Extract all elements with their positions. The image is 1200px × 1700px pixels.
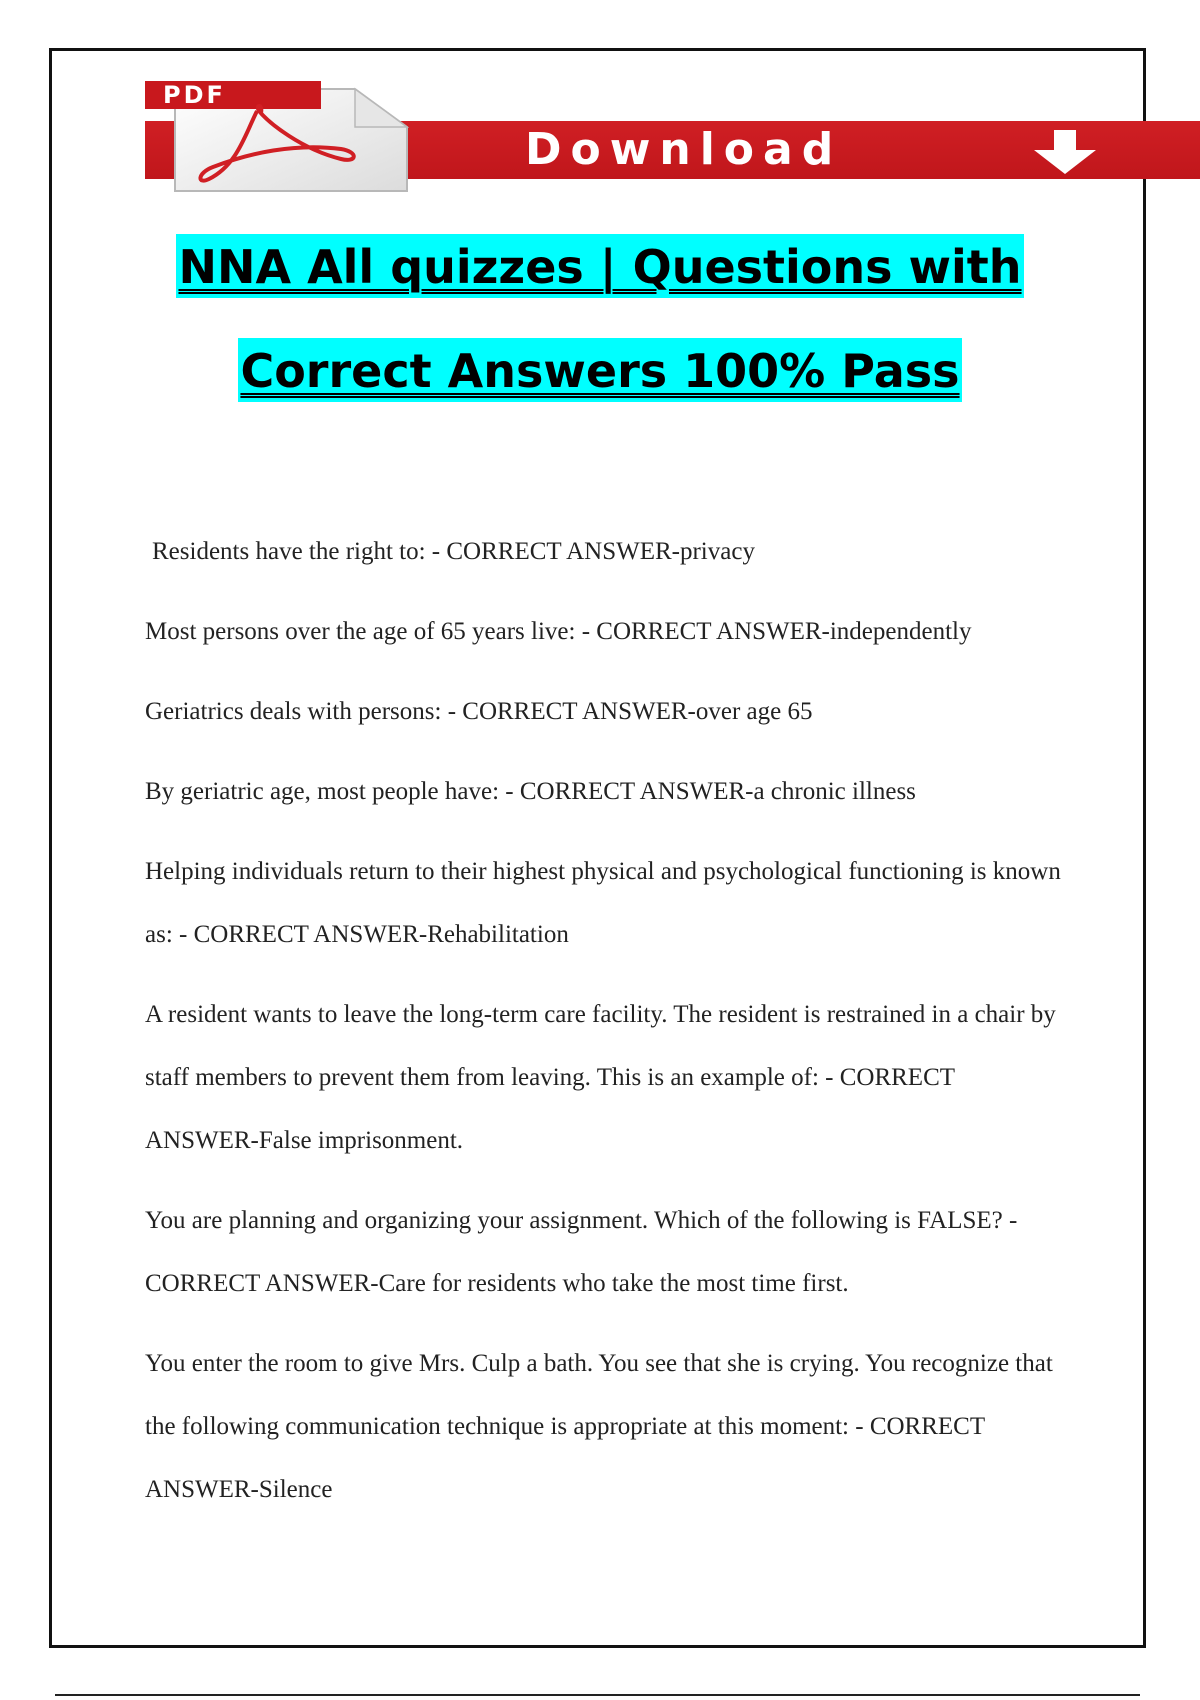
document-title-line-1 bbox=[0, 240, 1200, 294]
pdf-label: PDF bbox=[163, 81, 226, 109]
qa-item: Helping individuals return to their highest physical and psychological functioning is known as: - CORRECT ANSWER-Rehabilitation bbox=[145, 858, 1061, 948]
qa-item: Most persons over the age of 65 years live: - CORRECT ANSWER-independently bbox=[145, 618, 972, 645]
qa-item: Residents have the right to: - CORRECT ANSWER-privacy bbox=[152, 538, 755, 565]
qa-item: You enter the room to give Mrs. Culp a bath. You see that she is crying. You recognize that the following communication technique is appropriate at this moment: - CORRECT ANSWER-Silence bbox=[145, 1350, 1053, 1503]
download-label: Download bbox=[525, 124, 843, 175]
title-text-1: NNA All quizzes | Questions with bbox=[176, 234, 1023, 298]
pdf-download-banner[interactable] bbox=[145, 75, 1200, 195]
document-title-line-2 bbox=[0, 344, 1200, 398]
download-arrow-icon bbox=[1030, 130, 1100, 174]
qa-item: By geriatric age, most people have: - CORRECT ANSWER-a chronic illness bbox=[145, 778, 916, 805]
qa-item: You are planning and organizing your assignment. Which of the following is FALSE? - CORRECT ANSWER-Care for residents who take the most time first. bbox=[145, 1207, 1018, 1297]
qa-item: A resident wants to leave the long-term care facility. The resident is restrained in a chair by staff members to prevent them from leaving. This is an example of: - CORRECT ANSWER-False imprisonment. bbox=[145, 1001, 1056, 1154]
qa-list bbox=[145, 520, 1065, 1538]
bottom-rule bbox=[55, 1694, 1140, 1696]
title-text-2: Correct Answers 100% Pass bbox=[238, 338, 961, 402]
qa-item: Geriatrics deals with persons: - CORRECT ANSWER-over age 65 bbox=[145, 698, 813, 725]
